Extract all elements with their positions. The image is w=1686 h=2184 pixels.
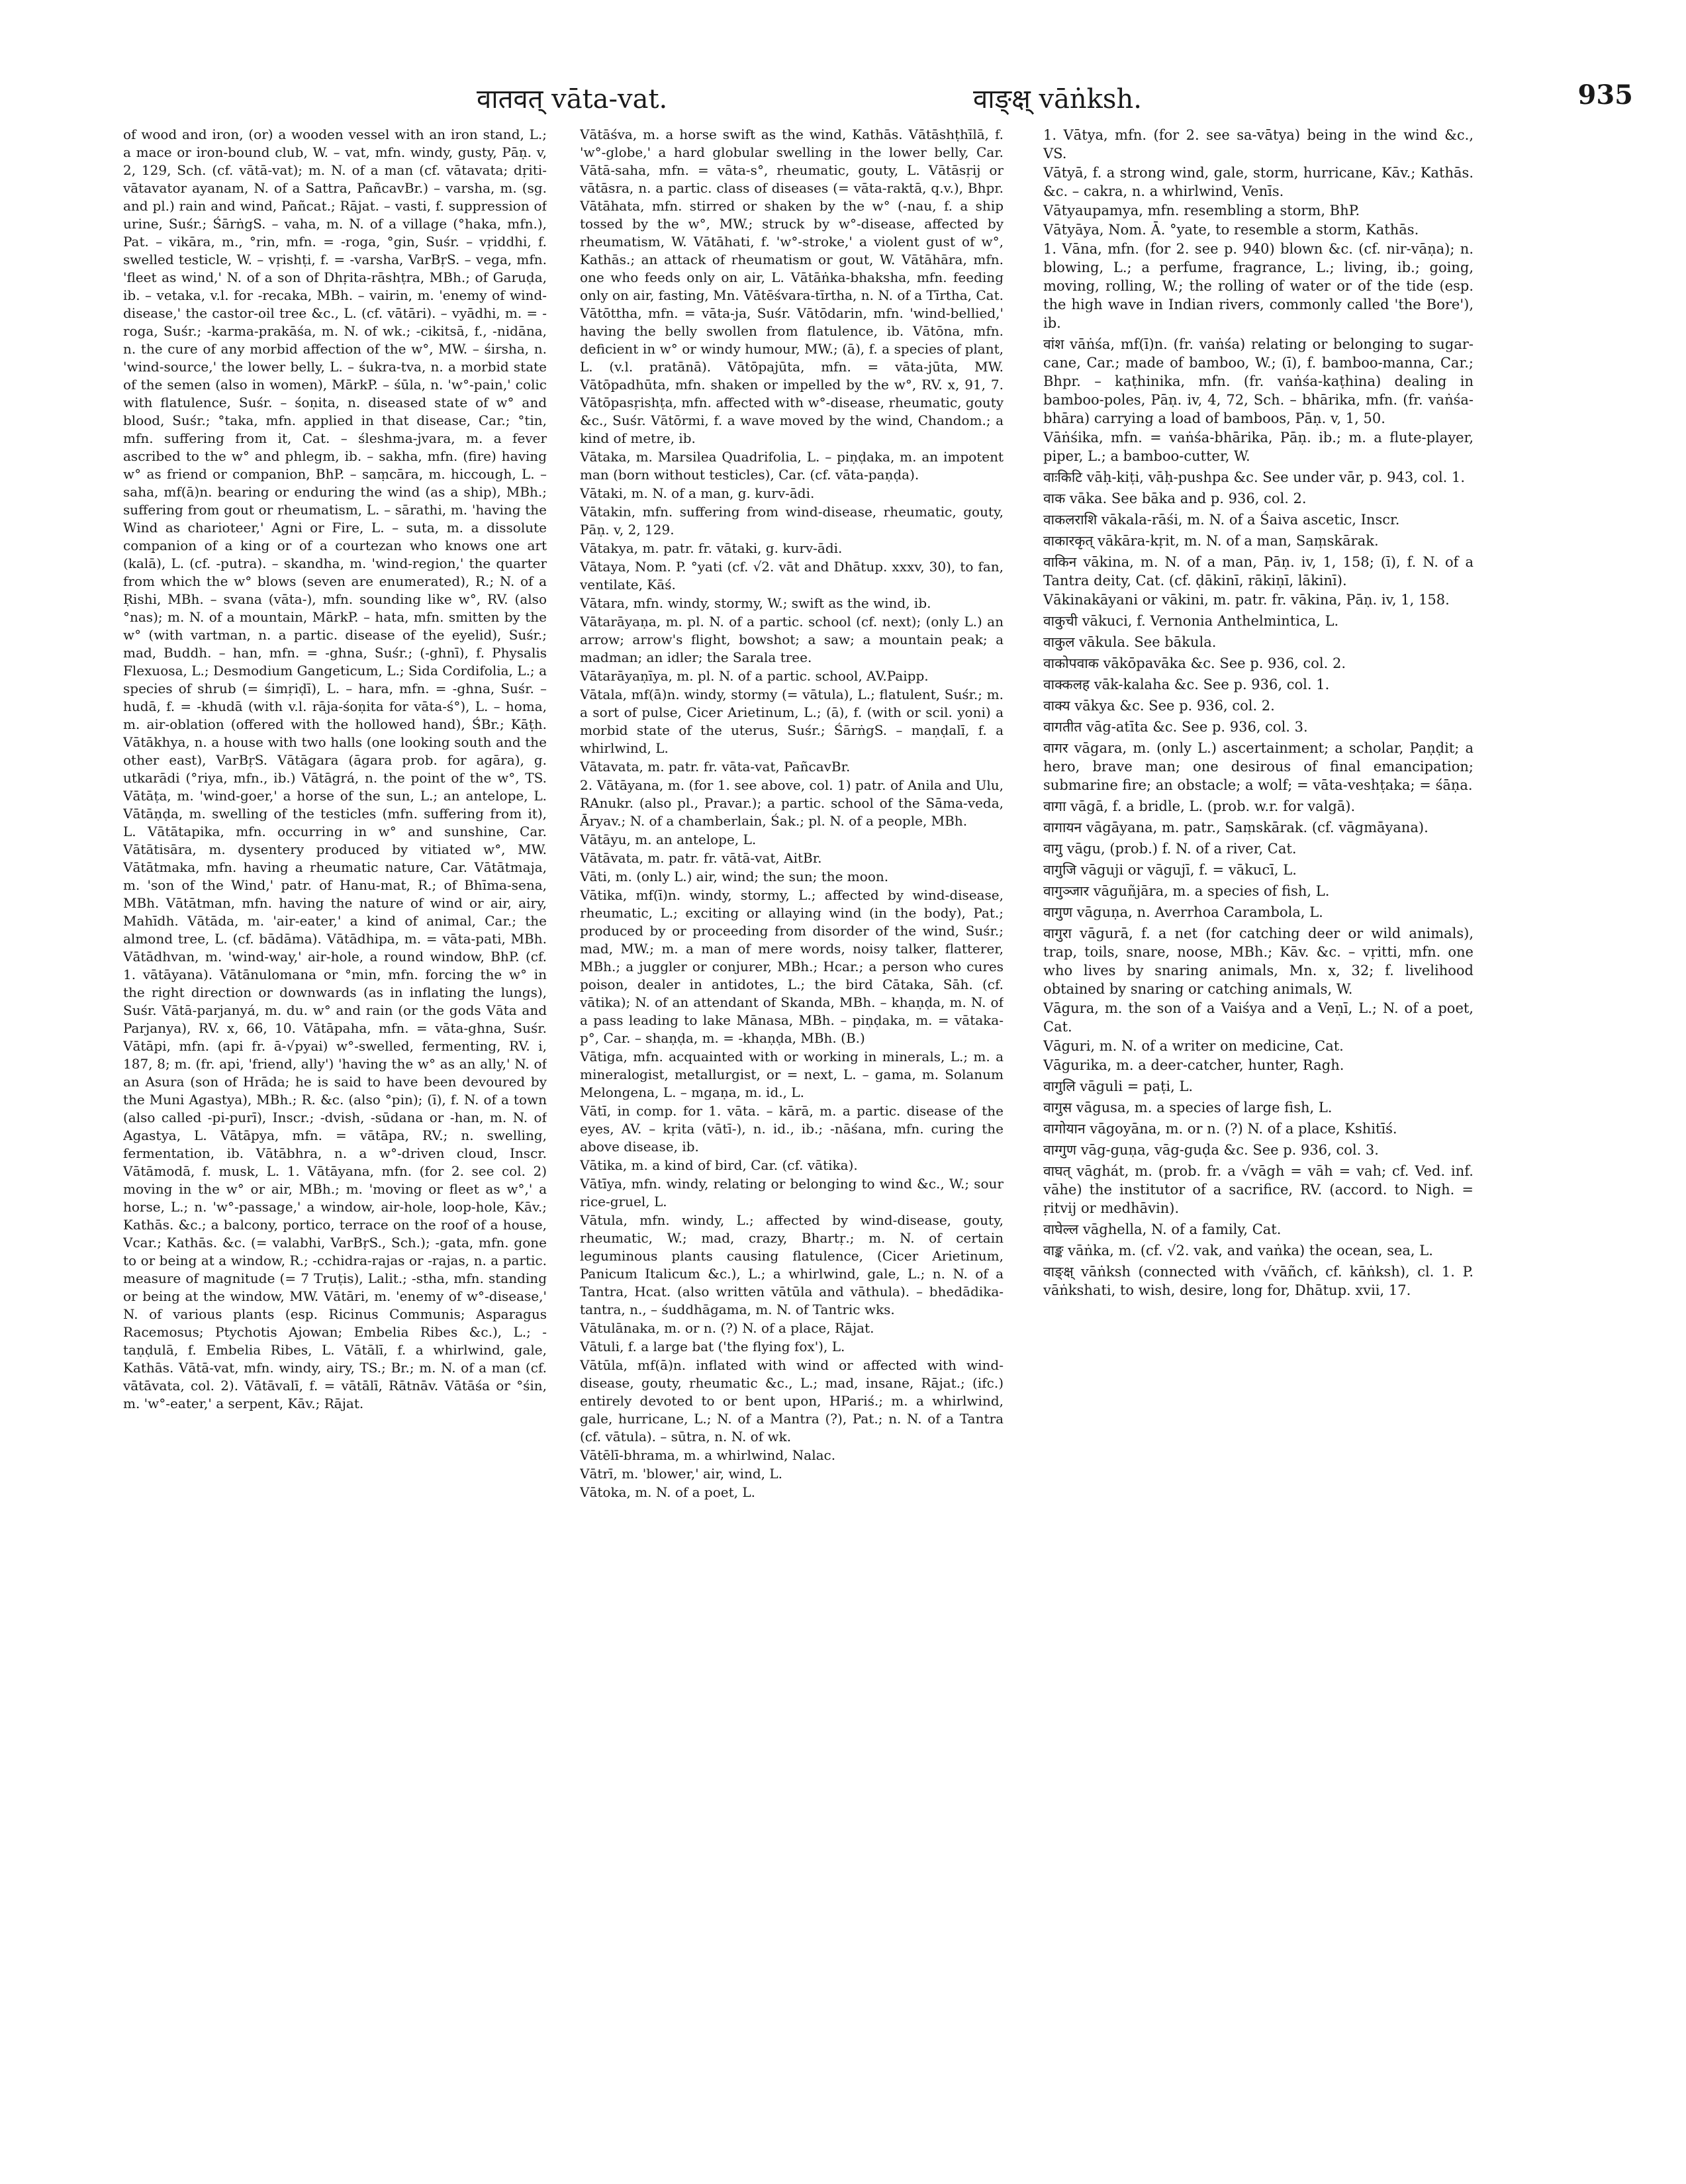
dictionary-entry: Vātīya, mfn. windy, relating or belonging to wind &c., W.; sour rice-gruel, L. — [580, 1176, 1004, 1210]
dictionary-entry: वाङ्क्ष् vāṅksh (connected with √vāñch, cf. kāṅksh), cl. 1. P. vāṅkshati, to wish, desire, long for, Dhātup. xvii, 17. — [1043, 1264, 1474, 1298]
dictionary-entry: Vātula, mfn. windy, L.; affected by wind-disease, gouty, rheumatic, W.; mad, crazy, Bhartṛ.; m. N. of certain leguminous plants causing flatulence, (Cicer Arietinum, Panicum Italicum &c.), L.; a whirlwind, gale, L.; n. N. of a Tantra, Hcat. (also written vātūla and vāthula). – bhedādika-tantra, n., – śuddhāgama, m. N. of Tantric wks. — [580, 1212, 1004, 1317]
dictionary-entry: Vātūla, mf(ā)n. inflated with wind or affected with wind-disease, gouty, rheumatic &c., L.; mad, insane, Rājat.; (ifc.) entirely devoted to or bent upon, HPariś.; m. a whirlwind, gale, hurricane, L.; N. of a Mantra (?), Pat.; n. N. of a Tantra (cf. vātula). – sūtra, n. N. of wk. — [580, 1357, 1004, 1445]
dictionary-entry: वाघत् vāghát, m. (prob. fr. a √vāgh = vāh = vah; cf. Ved. inf. vāhe) the institutor of a sacrifice, RV. (accord. to Nigh. = ṛitvij or medhāvin). — [1043, 1163, 1474, 1216]
dictionary-entry: Vāṅśika, mfn. = vaṅśa-bhārika, Pāṇ. ib.; m. a flute-player, piper, L.; a bamboo-cutter, W. — [1043, 430, 1474, 464]
dictionary-entry: वागुरा vāgurā, f. a net (for catching deer or wild animals), trap, toils, snare, noose, MBh.; Kāv. &c. – vṛitti, mfn. one who lives by snaring animals, Mn. x, 32; f. livelihood obtained by snaring or catching animals, W. — [1043, 926, 1474, 997]
dictionary-entry: 1. Vāna, mfn. (for 2. see p. 940) blown &c. (cf. nir-vāṇa); n. blowing, L.; a perfume, fragrance, L.; living, ib.; going, moving, rolling, W.; the rolling of water or of the tide (esp. the high wave in Indian rivers, commonly called 'the Bore'), ib. — [1043, 241, 1474, 331]
dictionary-entry: Vātī, in comp. for 1. vāta. – kārā, m. a partic. disease of the eyes, AV. – kṛita (vātī-), n. id., ib.; -nāśana, mfn. curing the above disease, ib. — [580, 1103, 1004, 1155]
dictionary-entry: वाङ्क vāṅka, m. (cf. √2. vak, and vaṅka) the ocean, sea, L. — [1043, 1243, 1433, 1258]
column-3 — [1043, 126, 1474, 2145]
dictionary-entry: Vātāśva, m. a horse swift as the wind, Kathās. Vātāshṭhīlā, f. 'w°-globe,' a hard globular swelling in the lower belly, Car. Vātā-saha, mfn. = vāta-s°, rheumatic, gouty, L. Vātāsṛij or vātāsra, n. a partic. class of diseases (= vāta-raktā, q.v.), Bhpr. Vātāhata, mfn. stirred or shaken by the w° (-nau, f. a ship tossed by the w°, MW.; struck by w°-disease, affected by rheumatism, W. Vātāhati, f. 'w°-stroke,' a violent gust of w°, Kathās.; an attack of rheumatism or gout, W. Vātāhāra, mfn. one who feeds only on air, L. Vātāṅka-bhaksha, mfn. feeding only on air, fasting, Mn. Vātēśvara-tīrtha, n. N. of a Tīrtha, Cat. Vātōttha, mfn. = vāta-ja, Suśr. Vātōdarin, mfn. 'wind-bellied,' having the belly swollen from flatulence, ib. Vātōna, mfn. deficient in w° or windy humour, MW.; (ā), f. a species of plant, L. (v.l. pratānā). Vātōpajūta, mfn. = vāta-jūta, MW. Vātōpadhūta, mfn. shaken or impelled by the w°, RV. x, 91, 7. Vātōpasṛishṭa, mfn. affected with w°-disease, rheumatic, gouty &c., Suśr. Vātōrmi, f. a wave moved by the wind, Chandom.; a kind of metre, ib. — [580, 126, 1004, 446]
dictionary-entry: वागुस vāgusa, m. a species of large fish, L. — [1043, 1100, 1333, 1116]
dictionary-entry: Vātulānaka, m. or n. (?) N. of a place, Rājat. — [580, 1320, 874, 1336]
dictionary-entry: Vātarāyaṇīya, m. pl. N. of a partic. school, AV.Paipp. — [580, 668, 929, 684]
dictionary-entry: वाकलराशि vākala-rāśi, m. N. of a Śaiva ascetic, Inscr. — [1043, 512, 1400, 528]
dictionary-entry: Vātāyu, m. an antelope, L. — [580, 831, 757, 847]
column-1 — [123, 126, 547, 2145]
dictionary-columns — [123, 126, 1474, 2145]
dictionary-entry: वागुजि vāguji or vāgujī, f. = vākucī, L. — [1043, 862, 1297, 878]
dictionary-entry: Vāguri, m. N. of a writer on medicine, Cat. — [1043, 1038, 1344, 1054]
dictionary-entry: वाकोपवाक vākōpavāka &c. See p. 936, col. 2. — [1043, 655, 1346, 671]
dictionary-entry: of wood and iron, (or) a wooden vessel with an iron stand, L.; a mace or iron-bound club, W. – vat, mfn. windy, gusty, Pāṇ. v, 2, 129, Sch. (cf. vātā-vat); m. N. of a man (cf. vātavata; dṛiti-vātavator ayanam, N. of a Sattra, PañcavBr.) – varsha, m. (sg. and pl.) rain and wind, Pañcat.; Rājat. – vasti, f. suppression of urine, Suśr.; ŚārṅgS. – vaha, m. N. of a village (°haka, mfn.), Pat. – vikāra, m., °rin, mfn. = -roga, °gin, Suśr. – vṛiddhi, f. swelled testicle, W. – vṛishṭi, f. = -varsha, VarBṛS. – vega, mfn. 'fleet as wind,' N. of a son of Dhṛita-rāshṭra, MBh.; of Garuḍa, ib. – vetaka, v.l. for -recaka, MBh. – vairin, m. 'enemy of wind-disease,' the castor-oil tree &c., L. (cf. vātāri). – vyādhi, m. = -roga, Suśr.; -karma-prakāśa, m. N. of wk.; -cikitsā, f., -nidāna, n. the cure of any morbid affection of the w°, MW. – śirsha, n. 'wind-source,' the lower belly, L. – śukra-tva, n. a morbid state of the semen (also in women), MārkP. – śūla, n. 'w°-pain,' colic with flatulence, Suśr. – śoṇita, n. diseased state of w° and blood, Suśr.; °taka, mfn. applied in that disease, Car.; °tin, mfn. suffering from it, Cat. – śleshma-jvara, m. a fever ascribed to the w° and phlegm, ib. – sakha, mfn. (fire) having w° as friend or companion, BhP. – saṃcāra, m. hiccough, L. – saha, mf(ā)n. bearing or enduring the wind (as a ship), MBh.; suffering from gout or rheumatism, L. – sārathi, m. 'having the Wind as charioteer,' Agni or Fire, L. – suta, m. a dissolute companion of a king or of a courtezan who knows one art (kalā), L. (cf. -putra). – skandha, m. 'wind-region,' the quarter from which the w° blows (seven are enumerated), R.; N. of a Ṛishi, MBh. – svana (vāta-), mfn. sounding like w°, RV. (also °nas); m. N. of a mountain, MārkP. – hata, mfn. smitten by the w° (with vartman, n. a partic. disease of the eyelid), Suśr.; mad, Buddh. – han, mfn. = -ghna, Suśr.; (-ghnī), f. Physalis Flexuosa, L.; Desmodium Gangeticum, L.; Sida Cordifolia, L.; a species of shrub (= śimṛiḍī), L. – hara, mfn. = -ghna, Suśr. – hudā, f. = -khudā (with v.l. rāja-śoṇita for vāta-ś°), L. – homa, m. air-oblation (offered with the hollowed hand), ŚBr.; Kāṭh. Vātākhya, n. a house with two halls (one looking south and the other east), VarBṛS. Vātāgara (āgara prob. for agāra), g. utkarādi (°riya, mfn., ib.) Vātāgrá, n. the point of the w°, TS. Vātāṭa, m. 'wind-goer,' a horse of the sun, L.; an antelope, L. Vātāṇḍa, m. swelling of the testicles (mfn. suffering from it), L. Vātātapika, mfn. occurring in w° and sunshine, Car. Vātātisāra, m. dysentery produced by vitiated w°, MW. Vātātmaka, mfn. having a rheumatic nature, Car. Vātātmaja, m. 'son of the Wind,' patr. of Hanu-mat, R.; of Bhīma-sena, MBh. Vātātman, mfn. having the nature of wind or air, airy, Mahīdh. Vātāda, m. 'air-eater,' a kind of animal, Car.; the almond tree, L. (cf. bādāma). Vātādhipa, m. = vāta-pati, MBh. Vātādhvan, m. 'wind-way,' air-hole, a round window, BhP. (cf. 1. vātāyana). Vātānulomana or °min, mfn. forcing the w° in the right direction or downwards (as in inflating the lungs), Suśr. Vātā-parjanyá, m. du. w° and rain (or the gods Vāta and Parjanya), RV. x, 66, 10. Vātāpaha, mfn. = vāta-ghna, Suśr. Vātāpi, mfn. (api fr. ā-√pyai) w°-swelled, fermenting, RV. i, 187, 8; m. (fr. api, 'friend, ally') 'having the w° as an ally,' N. of an Asura (son of Hrāda; he is said to have been devoured by the Muni Agastya), MBh.; R. &c. (also °pin); (ī), f. N. of a town (also called -pi-purī), Inscr.; -dvish, -sūdana or -han, m. N. of Agastya, L. Vātāpya, mfn. = vātāpa, RV.; n. swelling, fermentation, ib. Vātābhra, n. a w°-driven cloud, Inscr. Vātāmodā, f. musk, L. 1. Vātāyana, mfn. (for 2. see col. 2) moving in the w° or air, MBh.; m. 'moving or fleet as w°,' a horse, L.; n. 'w°-passage,' a window, air-hole, loop-hole, Kāv.; Kathās. &c.; a balcony, portico, terrace on the roof of a house, Vcar.; Kathās. &c. (= valabhi, VarBṛS., Sch.); -gata, mfn. gone to or being at a window, R.; -cchidra-rajas or -rajas, n. a partic. measure of magnitude (= 7 Truṭis), Lalit.; -stha, mfn. standing or being at the window, MW. Vātāri, m. 'enemy of w°-disease,' N. of various plants (esp. Ricinus Communis; Asparagus Racemosus; Ptychotis Ajowan; Embelia Ribes &c.), L.; -taṇḍulā, f. Embelia Ribes, L. Vātālī, f. a whirlwind, gale, Kathās. Vātā-vat, mfn. windy, airy, TS.; Br.; m. N. of a man (cf. vātāvata, col. 2). Vātāvalī, f. = vātālī, Rātnāv. Vātāśa or °śin, m. 'w°-eater,' a serpent, Kāv.; Rājat. — [123, 126, 547, 1411]
dictionary-entry: Vātaya, Nom. P. °yati (cf. √2. vāt and Dhātup. xxxv, 30), to fan, ventilate, Kāś. — [580, 559, 1004, 593]
dictionary-entry: वाघेल्ल vāghella, N. of a family, Cat. — [1043, 1221, 1282, 1237]
dictionary-entry: वागुञ्जार vāguñjāra, m. a species of fish, L. — [1043, 883, 1330, 899]
dictionary-entry: वाग्गुण vāg-guṇa, vāg-guḍa &c. See p. 936, col. 3. — [1043, 1142, 1379, 1158]
dictionary-entry: Vātuli, f. a large bat ('the flying fox'), L. — [580, 1339, 845, 1354]
column-2 — [580, 126, 1004, 2145]
dictionary-entry: वागोयान vāgoyāna, m. or n. (?) N. of a place, Kshitīś. — [1043, 1121, 1397, 1137]
dictionary-entry: Vātāvata, m. patr. fr. vātā-vat, AitBr. — [580, 850, 822, 866]
dictionary-entry: Vātakya, m. patr. fr. vātaki, g. kurv-ādi. — [580, 540, 843, 556]
page-header — [40, 61, 1646, 120]
dictionary-entry: Vātoka, m. N. of a poet, L. — [580, 1484, 755, 1500]
dictionary-entry: वागर vāgara, m. (only L.) ascertainment; a scholar, Paṇḍit; a hero, brave man; one desirous of final emancipation; submarine fire; an obstacle; a wolf; = vāta-veshṭaka; = śāṇa. — [1043, 740, 1474, 793]
dictionary-entry: Vātyaupamya, mfn. resembling a storm, BhP. — [1043, 203, 1360, 218]
dictionary-entry: Vātyāya, Nom. Ā. °yate, to resemble a storm, Kathās. — [1043, 222, 1419, 238]
dictionary-entry: 1. Vātya, mfn. (for 2. see sa-vātya) being in the wind &c., VS. — [1043, 127, 1474, 162]
dictionary-entry: Vākinakāyani or vākini, m. patr. fr. vākina, Pāṇ. iv, 1, 158. — [1043, 592, 1450, 608]
dictionary-entry: वाकुल vākula. See bākula. — [1043, 634, 1217, 650]
dictionary-entry: वागुलि vāguli = paṭi, L. — [1043, 1078, 1194, 1094]
running-head-left: वातवत् vāta-vat. — [477, 84, 668, 115]
running-head-right: वाङ्क्ष् vāṅksh. — [973, 84, 1142, 115]
dictionary-entry: Vāti, m. (only L.) air, wind; the sun; the moon. — [580, 869, 889, 884]
dictionary-entry: वागा vāgā, f. a bridle, L. (prob. w.r. for valgā). — [1043, 798, 1356, 814]
dictionary-entry: Vātyā, f. a strong wind, gale, storm, hurricane, Kāv.; Kathās. &c. – cakra, n. a whirlwind, Venīs. — [1043, 165, 1474, 199]
dictionary-entry: Vātaka, m. Marsilea Quadrifolia, L. – piṇḍaka, m. an impotent man (born without testicles), Car. (cf. vāta-paṇḍa). — [580, 449, 1004, 483]
dictionary-entry: वाक vāka. See bāka and p. 936, col. 2. — [1043, 491, 1307, 506]
dictionary-entry: Vātavata, m. patr. fr. vāta-vat, PañcavBr. — [580, 759, 851, 775]
dictionary-entry: वाकारकृत् vākāra-kṛit, m. N. of a man, Saṃskārak. — [1043, 533, 1379, 549]
dictionary-entry: 2. Vātāyana, m. (for 1. see above, col. 1) patr. of Anila and Ulu, RAnukr. (also pl., Pravar.); a partic. school of the Sāma-veda, Āryav.; N. of a chamberlain, Śak.; pl. N. of a people, MBh. — [580, 777, 1004, 829]
dictionary-entry: Vātika, mf(ī)n. windy, stormy, L.; affected by wind-disease, rheumatic, L.; exciting or allaying wind (in the body), Pat.; produced by or proceeding from disorder of the wind, Suśr.; mad, MW.; m. a man of mere words, noisy talker, flatterer, MBh.; a juggler or conjurer, MBh.; Hcar.; a person who cures poison, dealer in antidotes, L.; the bird Cātaka, Sāh. (cf. vātika); N. of an attendant of Skanda, MBh. – khaṇḍa, m. N. of a pass leading to lake Mānasa, MBh. – piṇḍaka, m. = vātaka-p°, Car. – shaṇḍa, m. = -khaṇḍa, MBh. (B.) — [580, 887, 1004, 1046]
dictionary-entry: वागुण vāguṇa, n. Averrhoa Carambola, L. — [1043, 904, 1323, 920]
dictionary-entry: Vāgura, m. the son of a Vaiśya and a Veṇī, L.; N. of a poet, Cat. — [1043, 1000, 1474, 1035]
dictionary-entry: Vātika, m. a kind of bird, Car. (cf. vātika). — [580, 1157, 858, 1173]
dictionary-entry: वाक्कलह vāk-kalaha &c. See p. 936, col. 1. — [1043, 677, 1330, 692]
dictionary-entry: Vāgurika, m. a deer-catcher, hunter, Ragh. — [1043, 1057, 1344, 1073]
dictionary-entry: Vātakin, mfn. suffering from wind-disease, rheumatic, gouty, Pāṇ. v, 2, 129. — [580, 504, 1004, 538]
dictionary-entry: Vātaki, m. N. of a man, g. kurv-ādi. — [580, 485, 815, 501]
dictionary-entry: वाक्य vākya &c. See p. 936, col. 2. — [1043, 698, 1275, 714]
dictionary-entry: Vātrī, m. 'blower,' air, wind, L. — [580, 1466, 782, 1482]
dictionary-entry: वांश vāṅśa, mf(ī)n. (fr. vaṅśa) relating or belonging to sugar-cane, Car.; made of bamboo, W.; (ī), f. bamboo-manna, Car.; Bhpr. – kaṭhinika, mfn. (fr. vaṅśa-kaṭhina) dealing in bamboo-poles, Pāṇ. iv, 4, 72, Sch. – bhārika, mfn. (fr. vaṅśa-bhāra) carrying a load of bamboos, Pāṇ. v, 1, 50. — [1043, 336, 1474, 426]
dictionary-entry: Vātarāyaṇa, m. pl. N. of a partic. school (cf. next); (only L.) an arrow; arrow's flight, bowshot; a saw; a mountain peak; a madman; an idler; the Sarala tree. — [580, 614, 1004, 665]
dictionary-entry: वागतीत vāg-atīta &c. See p. 936, col. 3. — [1043, 719, 1308, 735]
dictionary-entry: Vātiga, mfn. acquainted with or working in minerals, L.; m. a mineralogist, metallurgist, or = next, L. – gama, m. Solanum Melongena, L. – mgaṇa, m. id., L. — [580, 1049, 1004, 1100]
dictionary-entry: वाकुची vākuci, f. Vernonia Anthelmintica, L. — [1043, 613, 1339, 629]
dictionary-entry: वागु vāgu, (prob.) f. N. of a river, Cat. — [1043, 841, 1297, 857]
dictionary-entry: वागायन vāgāyana, m. patr., Saṃskārak. (cf. vāgmāyana). — [1043, 820, 1428, 835]
dictionary-entry: Vātēlī-bhrama, m. a whirlwind, Nalac. — [580, 1447, 836, 1463]
dictionary-entry: वाःकिटि vāḥ-kiṭi, vāḥ-pushpa &c. See under vār, p. 943, col. 1. — [1043, 469, 1466, 485]
dictionary-entry: Vātara, mfn. windy, stormy, W.; swift as the wind, ib. — [580, 595, 931, 611]
dictionary-entry: Vātala, mf(ā)n. windy, stormy (= vātula), L.; flatulent, Suśr.; m. a sort of pulse, Cicer Arietinum, L.; (ā), f. (with or scil. yoni) a morbid state of the uterus, Suśr.; ŚārṅgS. – maṇḍalī, f. a whirlwind, L. — [580, 687, 1004, 756]
page-number: 935 — [1577, 79, 1633, 111]
dictionary-entry: वाकिन vākina, m. N. of a man, Pāṇ. iv, 1, 158; (ī), f. N. of a Tantra deity, Cat. (cf. ḍākinī, rākiṇī, lākinī). — [1043, 554, 1474, 589]
